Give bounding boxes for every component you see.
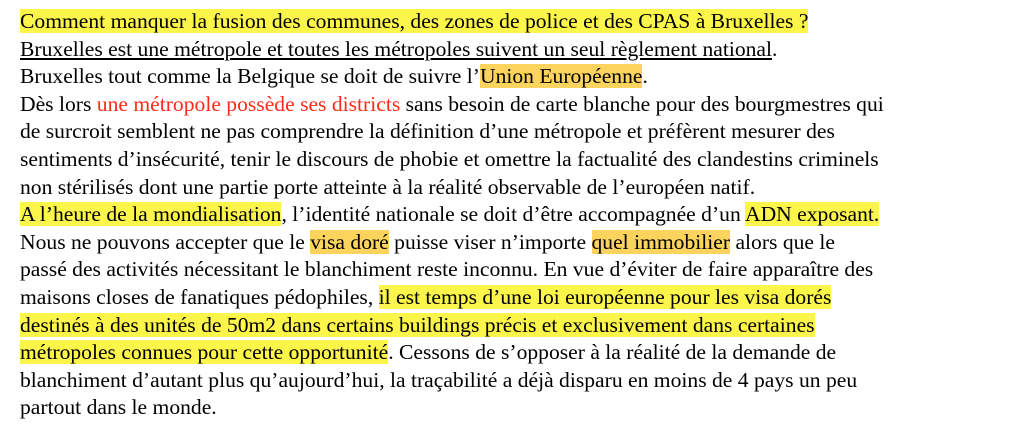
underlined-text: Bruxelles est une métropole et toutes les métropoles suivent un seul règlement national <box>20 36 772 61</box>
text-line <box>20 284 1014 312</box>
highlighted-text-orange: Union Européenne <box>479 64 643 89</box>
highlighted-text-yellow: Comment manquer la fusion des communes, des zones de police et des CPAS à Bruxelles ? <box>20 9 809 33</box>
text-line <box>20 312 1014 340</box>
text-run: , l’identité nationale se doit d’être accompagnée d’un <box>281 202 745 227</box>
text-run: Dès lors <box>20 91 97 116</box>
text-line <box>20 8 1014 36</box>
text-run: maisons closes de fanatiques pédophiles, <box>20 284 379 309</box>
red-text: une métropole possède ses districts <box>96 91 401 116</box>
highlighted-text-orange: visa doré <box>310 229 389 254</box>
text-run: . <box>642 64 648 89</box>
text-line <box>20 174 1014 202</box>
text-line <box>20 367 1014 395</box>
text-line <box>20 394 1014 422</box>
text-run: alors que le <box>730 229 835 254</box>
text-line <box>20 201 1014 229</box>
highlighted-text-orange: quel immobilier <box>591 229 731 254</box>
text-run: sentiments d’insécurité, tenir le discours de phobie et omettre la factualité des clandestins criminels <box>20 146 879 171</box>
highlighted-text-yellow: A l’heure de la mondialisation <box>20 202 282 227</box>
text-run: de surcroit semblent ne pas comprendre la définition d’une métropole et préfèrent mesurer des <box>20 119 835 144</box>
text-run: sans besoin de carte blanche pour des bourgmestres qui <box>400 91 884 116</box>
text-run: . <box>772 36 778 61</box>
text-run: Nous ne pouvons accepter que le <box>20 229 311 254</box>
text-run: partout dans le monde. <box>20 395 217 420</box>
text-run: non stérilisés dont une partie porte atteinte à la réalité observable de l’européen natif. <box>20 174 756 199</box>
text-line <box>20 91 1014 119</box>
text-run: blanchiment d’autant plus qu’aujourd’hui, la traçabilité a déjà disparu en moins de 4 pays un peu <box>20 367 858 392</box>
text-run: . Cessons de s’opposer à la réalité de la demande de <box>388 340 837 365</box>
text-line <box>20 146 1014 174</box>
text-line <box>20 118 1014 146</box>
text-line <box>20 339 1014 367</box>
text-line <box>20 63 1014 91</box>
highlighted-text-yellow: métropoles connues pour cette opportunité <box>20 340 389 365</box>
text-line <box>20 36 1014 64</box>
highlighted-text-yellow: destinés à des unités de 50m2 dans certains buildings précis et exclusivement dans certaines <box>20 312 815 337</box>
text-run: passé des activités nécessitant le blanchiment reste inconnu. En vue d’éviter de faire apparaître des <box>20 257 874 282</box>
highlighted-text-yellow: ADN exposant. <box>744 202 880 227</box>
highlighted-text-yellow: il est temps d’une loi européenne pour les visa dorés <box>378 284 832 309</box>
text-line <box>20 256 1014 284</box>
document-body <box>20 8 1014 422</box>
text-run: Bruxelles tout comme la Belgique se doit de suivre l’ <box>20 64 480 89</box>
text-run: puisse viser n’importe <box>388 229 592 254</box>
text-line <box>20 229 1014 257</box>
